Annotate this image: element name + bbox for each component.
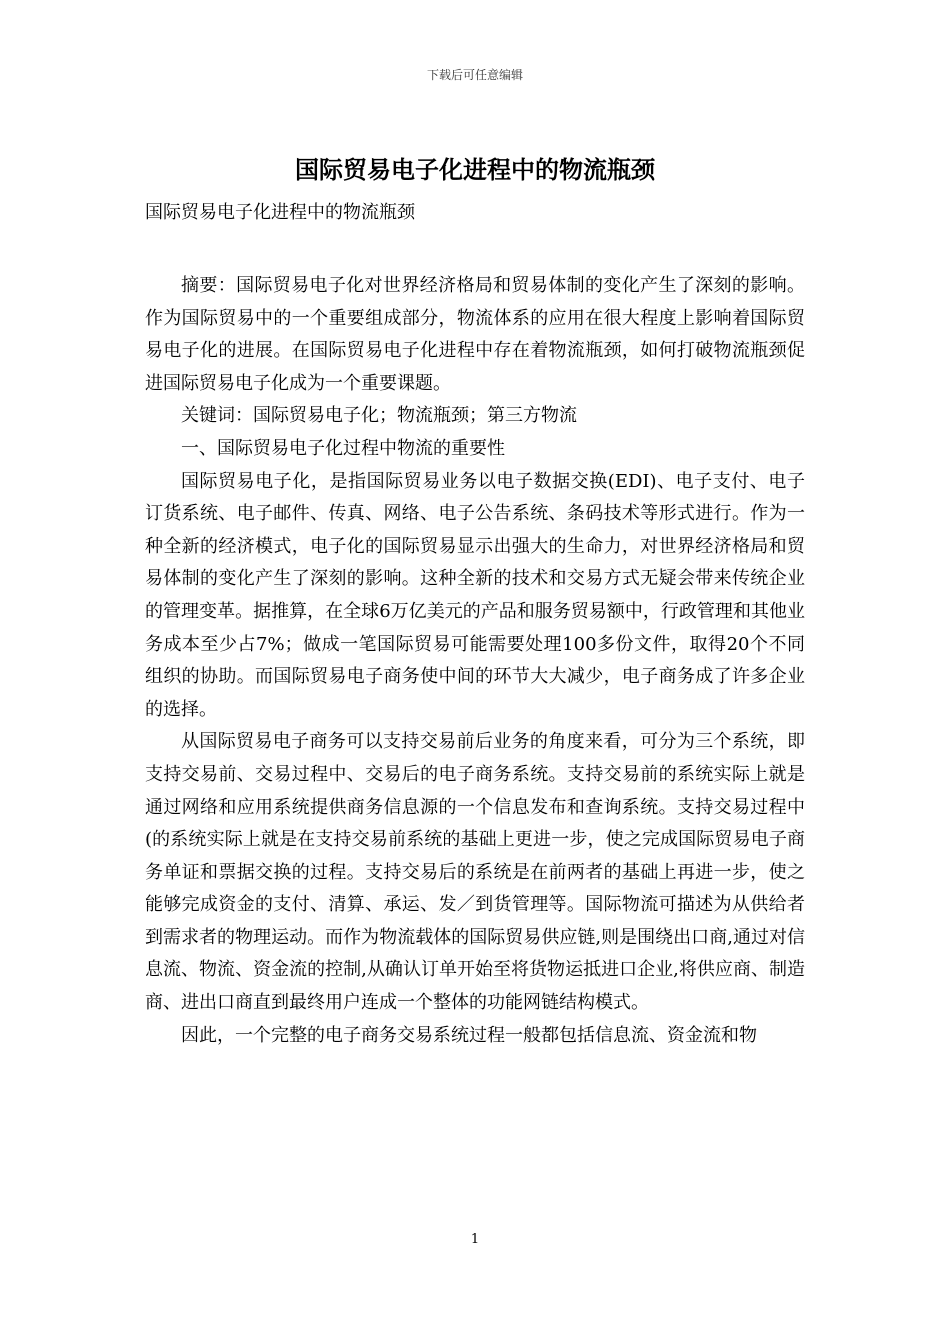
body-paragraph: 国际贸易电子化，是指国际贸易业务以电子数据交换(EDI)、电子支付、电子订货系统、电子邮件、传真、网络、电子公告系统、条码技术等形式进行。作为一种全新的经济模式，电子化的国际贸易显示出强大的生命力，对世界经济格局和贸易体制的变化产生了深刻的影响。这种全新的技术和交易方式无疑会带来传统企业的管理变革。据推算，在全球6万亿美元的产品和服务贸易额中，行政管理和其他业务成本至少占7%；做成一笔国际贸易可能需要处理100多份文件，取得20个不同组织的协助。而国际贸易电子商务使中间的环节大大减少，电子商务成了许多企业的选择。: [145, 470, 805, 720]
document-subtitle: 国际贸易电子化进程中的物流瓶颈: [145, 202, 415, 223]
page-number: 1: [470, 1232, 480, 1247]
page-header-note: 下载后可任意编辑: [426, 68, 523, 82]
document-title: 国际贸易电子化进程中的物流瓶颈: [295, 156, 655, 184]
section-heading: 一、国际贸易电子化过程中物流的重要性: [181, 437, 505, 459]
document-body: [145, 270, 805, 1052]
keywords-paragraph: 关键词：国际贸易电子化；物流瓶颈；第三方物流: [181, 405, 577, 427]
abstract-paragraph: 摘要：国际贸易电子化对世界经济格局和贸易体制的变化产生了深刻的影响。作为国际贸易中的一个重要组成部分，物流体系的应用在很大程度上影响着国际贸易电子化的进展。在国际贸易电子化进程中存在着物流瓶颈，如何打破物流瓶颈促进国际贸易电子化成为一个重要课题。: [145, 275, 805, 394]
body-paragraph: 从国际贸易电子商务可以支持交易前后业务的角度来看，可分为三个系统，即支持交易前、交易过程中、交易后的电子商务系统。支持交易前的系统实际上就是通过网络和应用系统提供商务信息源的一个信息发布和查询系统。支持交易过程中(的系统实际上就是在支持交易前系统的基础上更进一步，使之完成国际贸易电子商务单证和票据交换的过程。支持交易后的系统是在前两者的基础上再进一步，使之能够完成资金的支付、清算、承运、发／到货管理等。国际物流可描述为从供给者到需求者的物理运动。而作为物流载体的国际贸易供应链,则是围绕出口商,通过对信息流、物流、资金流的控制,从确认订单开始至将货物运抵进口企业,将供应商、制造商、进出口商直到最终用户连成一个整体的功能网链结构模式。: [145, 731, 805, 1014]
body-paragraph: 因此，一个完整的电子商务交易系统过程一般都包括信息流、资金流和物: [181, 1024, 757, 1046]
